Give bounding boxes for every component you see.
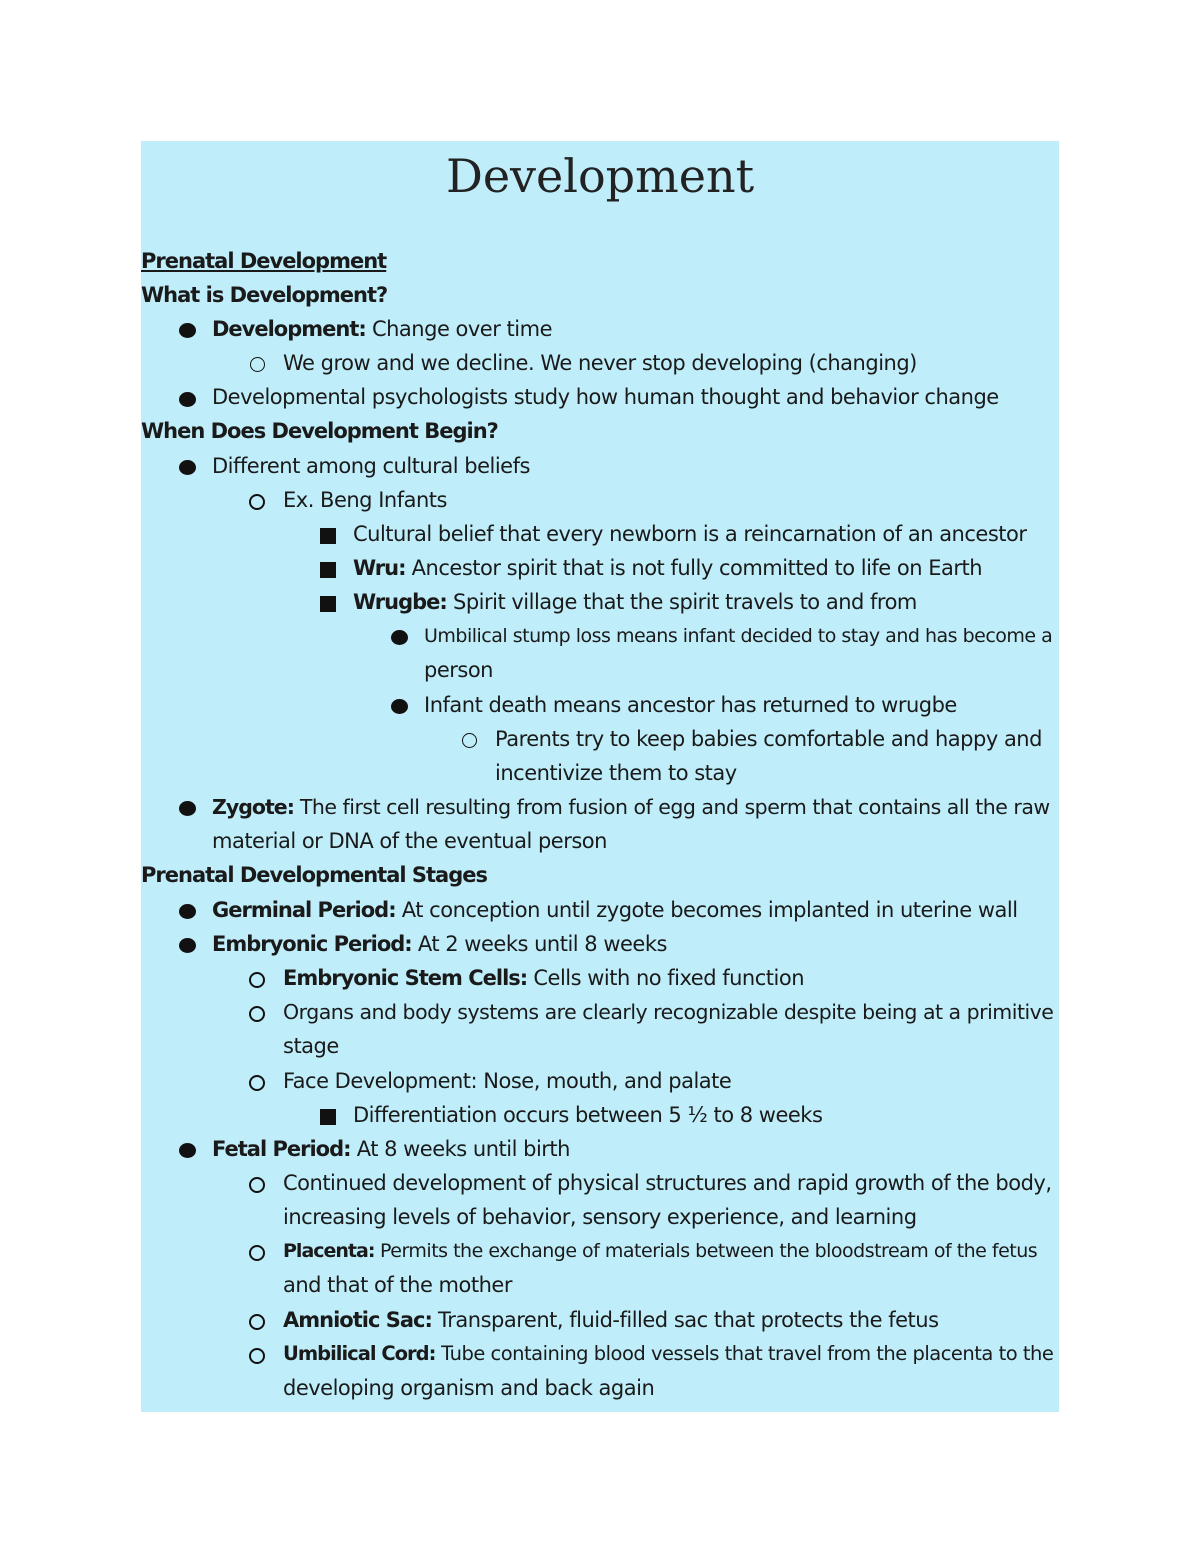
list-item-differentiation: Differentiation occurs between 5 ½ to 8 weeks	[353, 1103, 823, 1127]
definition-development: Change over time	[365, 317, 552, 341]
bullet-circle-icon	[249, 1075, 265, 1091]
list-item-umbilical-stump-line1: Umbilical stump loss means infant decided to stay and has become a	[424, 625, 1053, 647]
list-item-wru	[353, 551, 982, 585]
definition-germinal-period: At conception until zygote becomes implanted in uterine wall	[395, 898, 1018, 922]
definition-placenta-line1: Permits the exchange of materials between the bloodstream of the fetus	[374, 1240, 1038, 1262]
heading-what-is-development: What is Development?	[141, 283, 388, 307]
definition-umbilical-cord-line1: Tube containing blood vessels that travel from the placenta to the	[435, 1342, 1054, 1365]
term-amniotic-sac: Amniotic Sac:	[283, 1308, 432, 1332]
term-embryonic-period: Embryonic Period:	[212, 932, 412, 956]
term-fetal-period: Fetal Period:	[212, 1137, 351, 1161]
list-item-zygote	[212, 790, 1050, 824]
bullet-dot-icon	[391, 630, 408, 645]
bullet-dot-icon	[179, 801, 196, 816]
list-item-umbilical-cord	[283, 1337, 1053, 1371]
heading-when-does-development-begin: When Does Development Begin?	[141, 419, 498, 443]
list-item-reincarnation: Cultural belief that every newborn is a reincarnation of an ancestor	[353, 522, 1027, 546]
bullet-square-icon	[320, 562, 336, 578]
list-item-different-beliefs: Different among cultural beliefs	[212, 454, 530, 478]
list-item-placenta	[283, 1234, 1037, 1268]
bullet-dot-icon	[391, 699, 408, 714]
term-wrugbe: Wrugbe:	[353, 590, 447, 614]
term-umbilical-cord: Umbilical Cord:	[283, 1342, 436, 1365]
bullet-circle-icon	[249, 1245, 265, 1261]
bullet-square-icon	[320, 596, 336, 612]
list-item-grow-decline: We grow and we decline. We never stop developing (changing)	[283, 351, 917, 375]
term-wru: Wru:	[353, 556, 406, 580]
list-item-umbilical-stump-line2: person	[424, 658, 493, 682]
bullet-dot-icon	[179, 938, 196, 953]
list-item-embryonic-period	[212, 927, 667, 961]
list-item-parents-line1: Parents try to keep babies comfortable and happy and	[495, 727, 1042, 751]
bullet-dot-icon	[179, 1143, 196, 1158]
bullet-dot-icon	[179, 392, 196, 407]
section-prenatal-development: Prenatal Development	[141, 249, 387, 273]
bullet-dot-icon	[179, 323, 196, 338]
definition-stem-cells: Cells with no fixed function	[527, 966, 805, 990]
page-title: Development	[445, 149, 755, 203]
term-germinal-period: Germinal Period:	[212, 898, 396, 922]
list-item-germinal-period	[212, 893, 1018, 927]
bullet-circle-icon	[462, 733, 477, 748]
list-item-parents-line2: incentivize them to stay	[495, 761, 737, 785]
bullet-square-icon	[320, 528, 336, 544]
bullet-dot-icon	[179, 460, 196, 475]
definition-wrugbe: Spirit village that the spirit travels to and from	[446, 590, 917, 614]
list-item-beng-infants: Ex. Beng Infants	[283, 488, 447, 512]
bullet-circle-icon	[249, 1314, 265, 1330]
list-item-organs-line1: Organs and body systems are clearly recognizable despite being at a primitive	[283, 1000, 1054, 1024]
list-item-continued-line1: Continued development of physical structures and rapid growth of the body,	[283, 1171, 1052, 1195]
bullet-circle-icon	[250, 357, 265, 372]
list-item-face-development: Face Development: Nose, mouth, and palate	[283, 1069, 732, 1093]
definition-wru: Ancestor spirit that is not fully committed to life on Earth	[405, 556, 983, 580]
list-item-umbilical-cord-line2: developing organism and back again	[283, 1376, 655, 1400]
bullet-circle-icon	[249, 1348, 265, 1364]
bullet-circle-icon	[249, 972, 265, 988]
list-item-development	[212, 312, 552, 346]
term-placenta: Placenta:	[283, 1240, 375, 1262]
bullet-dot-icon	[179, 904, 196, 919]
list-item-psychologists: Developmental psychologists study how human thought and behavior change	[212, 385, 999, 409]
bullet-circle-icon	[249, 1177, 265, 1193]
heading-prenatal-developmental-stages: Prenatal Developmental Stages	[141, 863, 487, 887]
definition-zygote-line1: The first cell resulting from fusion of egg and sperm that contains all the raw	[293, 795, 1050, 819]
definition-fetal-period: At 8 weeks until birth	[350, 1137, 570, 1161]
definition-embryonic-period: At 2 weeks until 8 weeks	[411, 932, 667, 956]
term-zygote: Zygote:	[212, 795, 294, 819]
list-item-infant-death: Infant death means ancestor has returned to wrugbe	[424, 693, 957, 717]
list-item-continued-line2: increasing levels of behavior, sensory experience, and learning	[283, 1205, 917, 1229]
list-item-organs-line2: stage	[283, 1034, 339, 1058]
term-stem-cells: Embryonic Stem Cells:	[283, 966, 528, 990]
list-item-zygote-line2: material or DNA of the eventual person	[212, 829, 607, 853]
bullet-circle-icon	[249, 1006, 265, 1022]
list-item-amniotic-sac	[283, 1303, 939, 1337]
term-development: Development:	[212, 317, 366, 341]
bullet-square-icon	[320, 1109, 336, 1125]
list-item-stem-cells	[283, 961, 804, 995]
list-item-wrugbe	[353, 585, 917, 619]
list-item-fetal-period	[212, 1132, 570, 1166]
list-item-placenta-line2: and that of the mother	[283, 1273, 512, 1297]
definition-amniotic-sac: Transparent, fluid-filled sac that protects the fetus	[431, 1308, 939, 1332]
bullet-circle-icon	[249, 494, 265, 510]
